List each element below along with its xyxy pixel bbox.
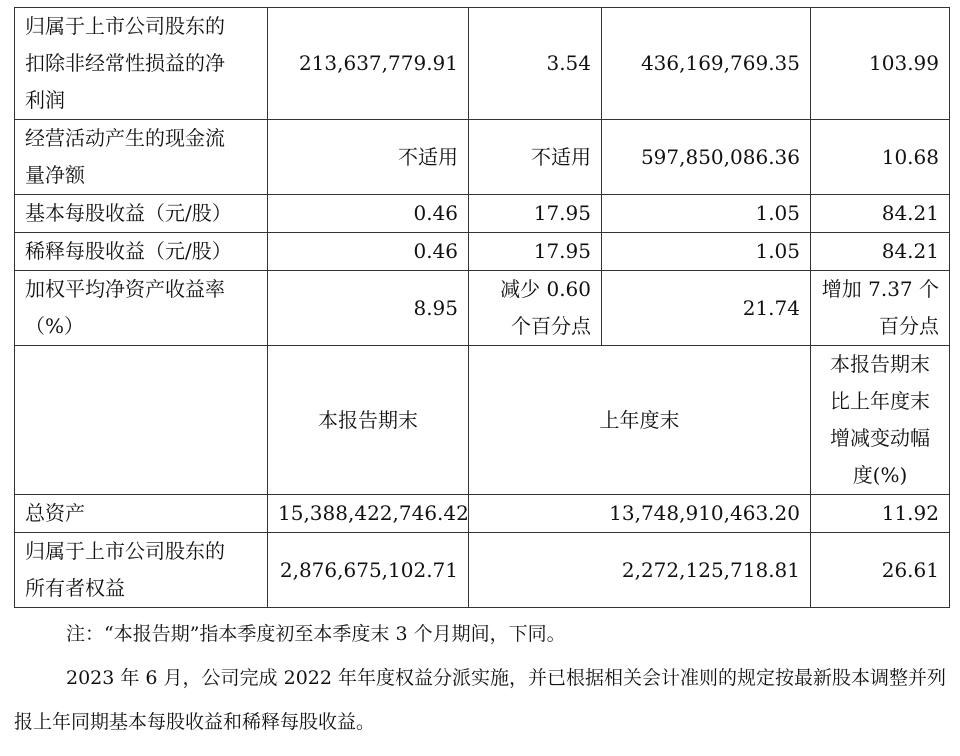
table-cell: 436,169,769.35	[602, 8, 811, 120]
header-line: 度(%)	[852, 463, 908, 487]
table-cell: 13,748,910,463.20	[469, 495, 811, 533]
column-header: 本报告期末	[268, 346, 469, 495]
row-label: 稀释每股收益（元/股）	[15, 233, 268, 271]
cell-line: 百分点	[879, 314, 939, 338]
row-label	[15, 533, 268, 608]
table-cell: 0.46	[268, 233, 469, 271]
row-label	[15, 120, 268, 195]
row-label	[15, 8, 268, 120]
table-cell: 10.68	[811, 120, 950, 195]
table-cell: 3.54	[469, 8, 602, 120]
table-row	[15, 495, 950, 533]
table-row	[15, 533, 950, 608]
cell-line: 减少 0.60	[500, 277, 591, 301]
header-line: 增减变动幅	[830, 426, 930, 450]
note-text: 注：“本报告期”指本季度初至本季度末 3 个月期间，下同。	[66, 623, 566, 645]
row-label: 基本每股收益（元/股）	[15, 195, 268, 233]
table-cell: 11.92	[811, 495, 950, 533]
table-cell	[811, 271, 950, 346]
table-cell: 不适用	[268, 120, 469, 195]
row-label-line: 扣除非经常性损益的净	[25, 51, 225, 75]
table-cell: 2,876,675,102.71	[268, 533, 469, 608]
table-cell: 不适用	[469, 120, 602, 195]
row-label	[15, 271, 268, 346]
table-cell	[469, 271, 602, 346]
row-label-line: 加权平均净资产收益率	[25, 277, 225, 301]
financial-data-table	[14, 7, 950, 608]
table-cell: 103.99	[811, 8, 950, 120]
row-label-line: 归属于上市公司股东的	[25, 14, 225, 38]
notes-section	[14, 612, 949, 744]
table-row	[15, 195, 950, 233]
table-cell: 2,272,125,718.81	[469, 533, 811, 608]
row-label-line: 所有者权益	[25, 576, 125, 600]
row-label: 总资产	[15, 495, 268, 533]
table-cell: 84.21	[811, 233, 950, 271]
table-cell: 17.95	[469, 195, 602, 233]
header-line: 比上年度末	[830, 389, 930, 413]
column-header: 上年度末	[469, 346, 811, 495]
row-label-line: 量净额	[25, 163, 85, 187]
table-row	[15, 233, 950, 271]
table-cell: 26.61	[811, 533, 950, 608]
row-label-line: 归属于上市公司股东的	[25, 539, 225, 563]
table-cell: 597,850,086.36	[602, 120, 811, 195]
row-label-line: 经营活动产生的现金流	[25, 126, 225, 150]
cell-line: 增加 7.37 个	[821, 277, 939, 301]
table-cell: 0.46	[268, 195, 469, 233]
header-blank-cell	[15, 346, 268, 495]
header-line: 本报告期末	[830, 352, 930, 376]
note-text: 2023 年 6 月，公司完成 2022 年年度权益分派实施，并已根据相关会计准则的规定按最新股本调整并列报上年同期基本每股收益和稀释每股收益。	[14, 667, 946, 733]
table-cell: 1.05	[602, 195, 811, 233]
table-header-row	[15, 346, 950, 495]
table-cell: 8.95	[268, 271, 469, 346]
table-row	[15, 8, 950, 120]
table-cell: 213,637,779.91	[268, 8, 469, 120]
table-row	[15, 120, 950, 195]
table-cell: 21.74	[602, 271, 811, 346]
table-cell: 15,388,422,746.42	[268, 495, 469, 533]
table-row	[15, 271, 950, 346]
table-cell: 1.05	[602, 233, 811, 271]
row-label-line: （%）	[25, 314, 85, 338]
row-label-line: 利润	[25, 88, 65, 112]
column-header	[811, 346, 950, 495]
table-cell: 17.95	[469, 233, 602, 271]
table-cell: 84.21	[811, 195, 950, 233]
cell-line: 个百分点	[511, 314, 591, 338]
